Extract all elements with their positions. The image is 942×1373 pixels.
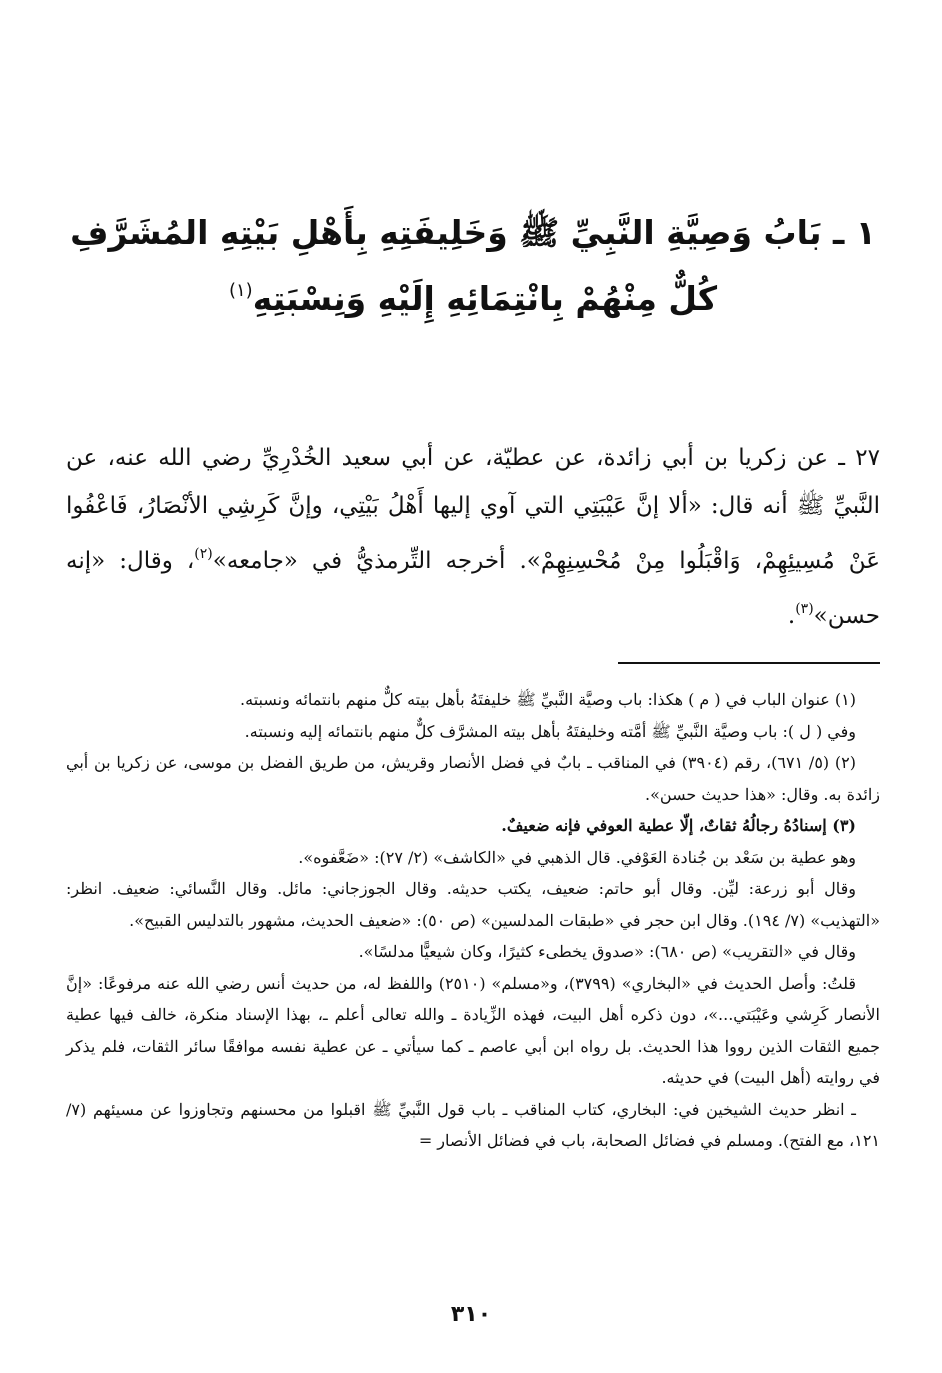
footnote-3b: وهو عطية بن سَعْد بن جُنادة العَوْفي. قال الذهبي في «الكاشف» (٢/ ٢٧): «ضَعَّفوه». xyxy=(298,847,856,867)
footnote-3d: وقال في «التقريب» (ص ٦٨٠): «صدوق يخطىء كثيرًا، وكان شيعيًّا مدلسًا». xyxy=(358,942,856,961)
hadith-text xyxy=(66,434,880,640)
footnote-3f: ـ انظر حديث الشيخين في: البخاري، كتاب المناقب ـ باب قول النَّبيِّ ﷺ اقبلوا من محسنهم وتجاوزوا عن مسيئهم (٧/ ١٢١، مع الفتح). ومسلم في فضائل الصحابة، باب في فضائل الأنصار = xyxy=(66,1099,880,1150)
footnote-ref-2: (٢) xyxy=(194,546,213,562)
footnotes xyxy=(66,684,880,1157)
footnote-ref-3: (٣) xyxy=(795,601,814,617)
chapter-title-line1: ١ ـ بَابُ وَصِيَّةِ النَّبِيِّ ﷺ وَخَلِيفَتِهِ بِأَهْلِ بَيْتِهِ المُشَرَّفِ xyxy=(70,213,876,252)
chapter-title xyxy=(66,204,880,328)
footnote-2: (٢) (٥/ ٦٧١)، رقم (٣٩٠٤) في المناقب ـ بابٌ في فضل الأنصار وقريش، من طريق الفضل بن موسى، عن زكريا بن أبي زائدة به. وقال: «هذا حديث حسن». xyxy=(66,753,880,804)
hadith-body: ٢٧ ـ عن زكريا بن أبي زائدة، عن عطيّة، عن أبي سعيد الخُدْرِيِّ رضي الله عنه، عن النَّبيِّ ﷺ أنه قال: «ألا إنَّ عَيْبَتِي التي آوي إليها أَهْلُ بَيْتِي، وإنَّ كَرِشِي الأنْصَارُ، فَاعْفُوا عَنْ مُسِيئِهِمْ، وَاقْبَلُوا مِنْ مُحْسِنِهِمْ». أخرجه التِّرمذيُّ في «جامعه» xyxy=(66,445,880,574)
page-number: ٣١٠ xyxy=(450,1302,492,1327)
footnote-1b: وفي ( ل ): باب وصيَّة النَّبيِّ ﷺ أمَّته وخليفتَهُ بأهل بيته المشرَّف كلٌّ منهم بانتمائه إليه ونسبته. xyxy=(244,721,856,741)
footnote-divider xyxy=(618,662,880,664)
footnote-3-heading: (٣) إسنادُهُ رجالُهُ ثقاتٌ، إلّا عطية العوفي فإنه ضعيفٌ. xyxy=(501,816,856,835)
footnote-3e: قلتُ: وأصل الحديث في «البخاري» (٣٧٩٩)، و«مسلم» (٢٥١٠) واللفظ له، من حديث أنس رضي الله عنه مرفوعًا: «إنَّ الأنصار كَرِشي وعَيْبَتي...»، دون ذكره أهل البيت، فهذه الزِّيادة ـ والله تعالى أعلم ـ، بهذا الإسناد منكرة، خالف فيها عطية جميع الثقات الذين رووا هذا الحديث. بل رواه ابن أبي عاصم ـ كما سيأتي ـ عن عطية نفسه موافقًا سائر الثقات، فلم يذكر في روايته (أهل البيت) في حديثه. xyxy=(66,973,880,1087)
chapter-title-line2: كُلٌّ مِنْهُمْ بِانْتِمَائِهِ إِلَيْهِ وَنِسْبَتِهِ xyxy=(252,279,718,318)
footnote-ref-1: (١) xyxy=(228,280,253,301)
hadith-body-2: ، وقال: «إنه حسن» xyxy=(66,548,880,629)
footnote-3c: وقال أبو زرعة: ليِّن. وقال أبو حاتم: ضعيف، يكتب حديثه. وقال الجوزجاني: مائل. وقال النَّسائي: ضعيف. انظر: «التهذيب» (٧/ ١٩٤). وقال ابن حجر في «طبقات المدلسين» (ص ٥٠): «ضعيف الحديث، مشهور بالتدليس القبيح». xyxy=(66,879,880,930)
hadith-end: . xyxy=(787,603,796,629)
footnote-1a: (١) عنوان الباب في ( م ) هكذا: باب وصيَّة النَّبيِّ ﷺ خليفتَهُ بأهل بيته كلٌّ منهم بانتمائه ونسبته. xyxy=(240,690,856,709)
